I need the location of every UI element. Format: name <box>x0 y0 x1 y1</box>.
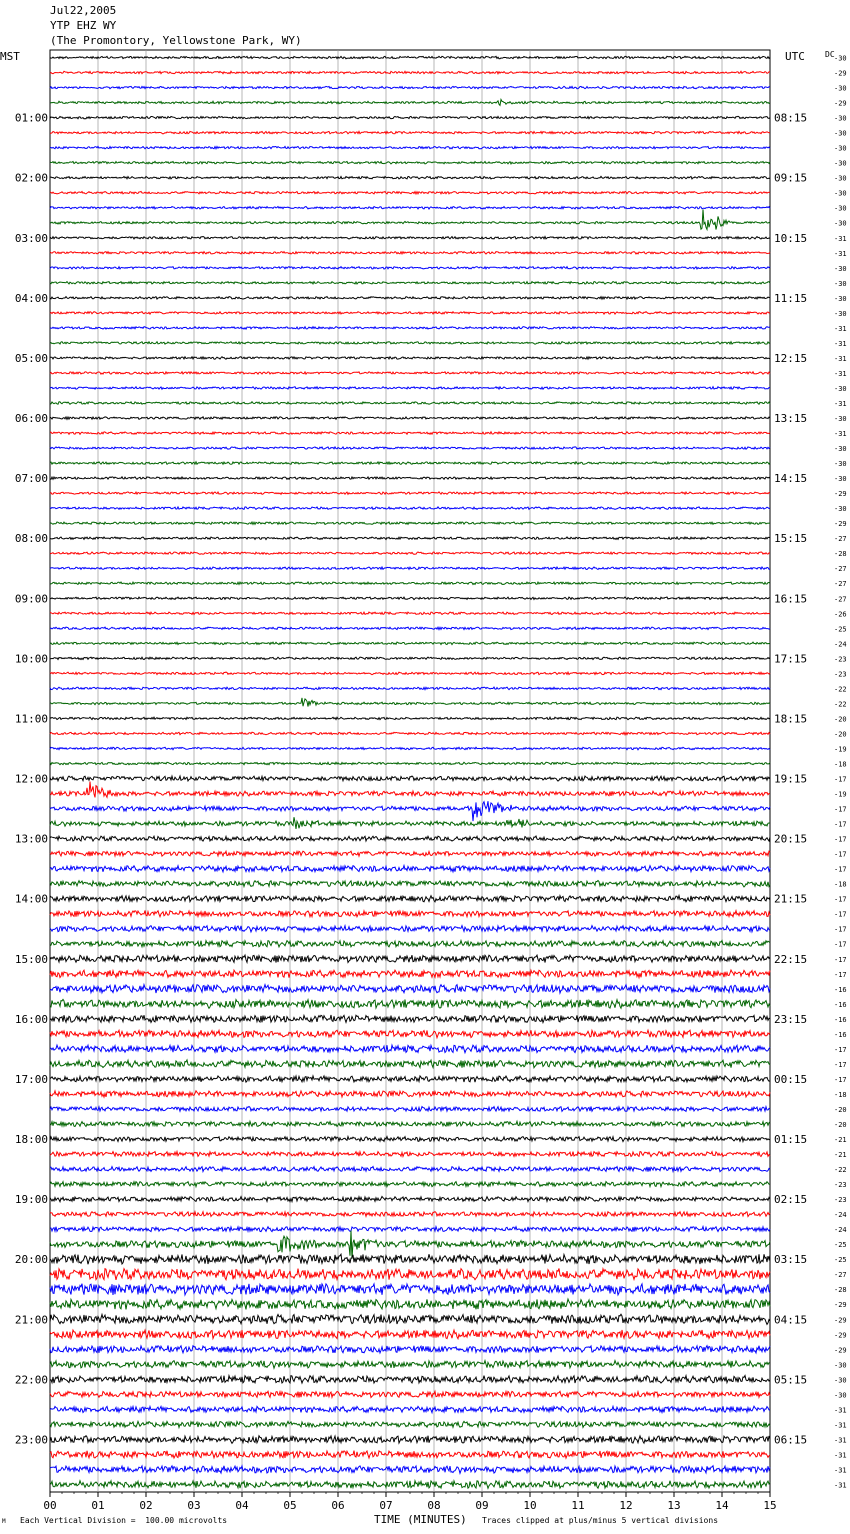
utc-hour-label: 10:15 <box>774 231 808 245</box>
dc-offset-label: -22 <box>834 1166 847 1175</box>
dc-offset-label: -16 <box>834 1030 847 1039</box>
dc-offset-label: -17 <box>834 970 847 979</box>
mst-hour-label: 09:00 <box>14 592 48 606</box>
dc-offset-label: -30 <box>834 309 847 318</box>
utc-hour-label: 11:15 <box>774 291 808 305</box>
seismic-trace <box>50 1015 770 1023</box>
mst-hour-label: 23:00 <box>14 1433 48 1447</box>
dc-offset-label: -31 <box>834 1466 847 1475</box>
dc-offset-label: -30 <box>834 219 847 228</box>
dc-offset-label: -31 <box>834 324 847 333</box>
seismic-trace <box>50 1167 770 1172</box>
mst-hour-label: 02:00 <box>14 171 48 185</box>
dc-offset-label: -21 <box>834 1136 847 1145</box>
dc-offset-label: -17 <box>834 910 847 919</box>
utc-hour-label: 16:15 <box>774 592 808 606</box>
x-tick-label: 02 <box>139 1499 153 1512</box>
seismic-trace <box>50 1231 770 1259</box>
dc-offset-label: -18 <box>834 1090 847 1099</box>
mst-hour-label: 17:00 <box>14 1072 48 1086</box>
dc-offset-label: -17 <box>834 1060 847 1069</box>
dc-offset-label: -29 <box>834 1316 847 1325</box>
seismic-trace <box>50 71 770 74</box>
dc-offset-label: -30 <box>834 1391 847 1400</box>
seismic-trace <box>50 462 770 465</box>
dc-offset-label: -30 <box>834 54 847 63</box>
utc-hour-label: 23:15 <box>774 1012 808 1026</box>
dc-offset-label: -29 <box>834 69 847 78</box>
dc-offset-label: -27 <box>834 595 847 604</box>
seismic-trace <box>50 537 770 540</box>
seismic-trace <box>50 56 770 59</box>
dc-offset-label: -30 <box>834 505 847 514</box>
seismic-trace <box>50 1182 770 1187</box>
utc-hour-label: 19:15 <box>774 772 808 786</box>
seismic-trace <box>50 955 770 962</box>
x-tick-label: 00 <box>43 1499 57 1512</box>
seismic-trace <box>50 1361 770 1369</box>
seismic-trace <box>50 327 770 330</box>
seismic-trace <box>50 252 770 255</box>
dc-offset-label: -17 <box>834 1075 847 1084</box>
mst-hour-label: 14:00 <box>14 892 48 906</box>
dc-offset-label: -29 <box>834 490 847 499</box>
seismic-trace <box>50 1227 770 1232</box>
dc-offset-label: -30 <box>834 189 847 198</box>
mst-hour-label: 03:00 <box>14 231 48 245</box>
seismic-trace <box>50 612 770 615</box>
dc-offset-label: -25 <box>834 1256 847 1265</box>
seismic-trace <box>50 926 770 932</box>
dc-offset-label: -30 <box>834 279 847 288</box>
seismic-trace <box>50 116 770 119</box>
seismic-trace <box>50 477 770 480</box>
seismic-trace <box>50 1346 770 1353</box>
dc-offset-label: -31 <box>834 234 847 243</box>
seismic-trace <box>50 567 770 570</box>
dc-offset-label: -17 <box>834 850 847 859</box>
dc-offset-label: -17 <box>834 865 847 874</box>
seismic-trace <box>50 687 770 690</box>
dc-offset-label: -30 <box>834 84 847 93</box>
dc-offset-label: -29 <box>834 1346 847 1355</box>
dc-offset-label: -30 <box>834 204 847 213</box>
dc-offset-label: -31 <box>834 430 847 439</box>
seismic-trace <box>50 432 770 435</box>
dc-axis-label: DC <box>825 50 835 59</box>
seismic-trace <box>50 402 770 405</box>
mst-hour-label: 11:00 <box>14 712 48 726</box>
utc-hour-label: 21:15 <box>774 892 808 906</box>
dc-offset-label: -20 <box>834 1120 847 1129</box>
corner-mark: M <box>2 1518 6 1525</box>
dc-offset-label: -24 <box>834 640 847 649</box>
dc-offset-label: -30 <box>834 1376 847 1385</box>
seismic-trace <box>50 1254 770 1264</box>
dc-offset-label: -30 <box>834 384 847 393</box>
dc-offset-label: -20 <box>834 715 847 724</box>
mst-hour-label: 19:00 <box>14 1193 48 1207</box>
mst-hour-label: 05:00 <box>14 351 48 365</box>
seismic-trace <box>50 1330 770 1339</box>
seismic-trace <box>50 985 770 993</box>
seismic-trace <box>50 417 770 420</box>
seismic-trace <box>50 146 770 148</box>
dc-offset-label: -29 <box>834 1301 847 1310</box>
seismic-trace <box>50 1076 770 1082</box>
seismic-trace <box>50 161 770 164</box>
dc-offset-label: -31 <box>834 1436 847 1445</box>
seismic-trace <box>50 1391 770 1397</box>
seismic-trace <box>50 492 770 495</box>
dc-offset-label: -31 <box>834 339 847 348</box>
dc-offset-label: -28 <box>834 550 847 559</box>
x-tick-label: 01 <box>91 1499 105 1512</box>
dc-offset-label: -26 <box>834 610 847 619</box>
seismic-trace <box>50 582 770 585</box>
seismic-trace <box>50 1284 770 1295</box>
seismic-trace <box>50 1030 770 1038</box>
dc-offset-label: -17 <box>834 820 847 829</box>
mst-hour-label: 10:00 <box>14 652 48 666</box>
seismic-trace <box>50 1197 770 1202</box>
seismic-trace <box>50 1376 770 1384</box>
x-tick-label: 15 <box>763 1499 777 1512</box>
seismic-trace <box>50 776 770 781</box>
seismic-trace <box>50 672 770 675</box>
mst-hour-label: 08:00 <box>14 532 48 546</box>
mst-axis-label: MST <box>0 50 20 63</box>
utc-hour-label: 12:15 <box>774 351 808 365</box>
utc-hour-label: 02:15 <box>774 1193 808 1207</box>
x-tick-label: 14 <box>715 1499 729 1512</box>
dc-offset-label: -18 <box>834 880 847 889</box>
mst-hour-label: 12:00 <box>14 772 48 786</box>
x-tick-label: 03 <box>187 1499 201 1512</box>
mst-hour-label: 06:00 <box>14 412 48 426</box>
dc-offset-label: -22 <box>834 700 847 709</box>
scale-note: Each Vertical Division = 100.00 microvolts <box>20 1516 228 1525</box>
dc-offset-label: -30 <box>834 144 847 153</box>
utc-hour-label: 20:15 <box>774 832 808 846</box>
mst-hour-label: 15:00 <box>14 952 48 966</box>
seismic-trace <box>50 801 770 821</box>
dc-offset-label: -27 <box>834 580 847 589</box>
seismic-trace <box>50 1314 770 1324</box>
seismic-trace <box>50 881 770 887</box>
utc-hour-label: 09:15 <box>774 171 808 185</box>
seismic-trace <box>50 782 770 798</box>
plot-date: Jul22,2005 <box>50 4 117 17</box>
utc-hour-label: 15:15 <box>774 532 808 546</box>
seismic-trace <box>50 698 770 707</box>
dc-offset-label: -31 <box>834 354 847 363</box>
seismic-trace <box>50 836 770 841</box>
dc-offset-label: -17 <box>834 1045 847 1054</box>
seismic-trace <box>50 1421 770 1427</box>
dc-offset-label: -19 <box>834 790 847 799</box>
x-tick-label: 08 <box>427 1499 441 1512</box>
seismic-trace <box>50 100 770 106</box>
seismic-trace <box>50 267 770 270</box>
x-tick-label: 10 <box>523 1499 537 1512</box>
dc-offset-label: -30 <box>834 114 847 123</box>
utc-hour-label: 06:15 <box>774 1433 808 1447</box>
seismic-trace <box>50 1212 770 1217</box>
seismic-trace <box>50 1107 770 1112</box>
dc-offset-label: -17 <box>834 805 847 814</box>
seismic-trace <box>50 207 770 210</box>
seismic-trace <box>50 387 770 390</box>
seismic-trace <box>50 1406 770 1412</box>
dc-offset-label: -31 <box>834 1451 847 1460</box>
mst-hour-label: 21:00 <box>14 1313 48 1327</box>
dc-offset-label: -21 <box>834 1151 847 1160</box>
x-tick-label: 06 <box>331 1499 345 1512</box>
dc-offset-label: -27 <box>834 1271 847 1280</box>
utc-hour-label: 03:15 <box>774 1253 808 1267</box>
mst-hour-label: 22:00 <box>14 1373 48 1387</box>
dc-offset-label: -23 <box>834 655 847 664</box>
dc-offset-label: -23 <box>834 1181 847 1190</box>
seismic-trace <box>50 911 770 917</box>
dc-offset-label: -30 <box>834 445 847 454</box>
seismic-trace <box>50 999 770 1008</box>
x-tick-label: 11 <box>571 1499 585 1512</box>
dc-offset-label: -31 <box>834 1421 847 1430</box>
clip-note: Traces clipped at plus/minus 5 vertical divisions <box>482 1516 719 1525</box>
seismic-trace <box>50 447 770 450</box>
seismic-trace <box>50 372 770 375</box>
seismic-trace <box>50 86 770 89</box>
seismic-trace <box>50 941 770 947</box>
seismic-trace <box>50 552 770 555</box>
x-tick-label: 04 <box>235 1499 249 1512</box>
seismic-trace <box>50 817 770 829</box>
dc-offset-label: -30 <box>834 460 847 469</box>
seismic-trace <box>50 896 770 902</box>
seismic-trace <box>50 522 770 525</box>
seismic-trace <box>50 642 770 645</box>
dc-offset-label: -23 <box>834 670 847 679</box>
mst-hour-label: 13:00 <box>14 832 48 846</box>
dc-offset-label: -31 <box>834 369 847 378</box>
seismic-trace <box>50 342 770 345</box>
dc-offset-label: -31 <box>834 399 847 408</box>
dc-offset-label: -19 <box>834 745 847 754</box>
dc-offset-label: -17 <box>834 940 847 949</box>
dc-offset-label: -30 <box>834 174 847 183</box>
dc-offset-label: -31 <box>834 249 847 258</box>
dc-offset-label: -30 <box>834 415 847 424</box>
seismic-trace <box>50 1268 770 1280</box>
dc-offset-label: -30 <box>834 159 847 168</box>
seismic-trace <box>50 1451 770 1459</box>
x-tick-label: 12 <box>619 1499 633 1512</box>
dc-offset-label: -17 <box>834 925 847 934</box>
dc-offset-label: -16 <box>834 985 847 994</box>
dc-offset-label: -24 <box>834 1211 847 1220</box>
utc-hour-label: 00:15 <box>774 1072 808 1086</box>
seismic-trace <box>50 627 770 630</box>
dc-offset-label: -29 <box>834 99 847 108</box>
utc-hour-label: 08:15 <box>774 111 808 125</box>
dc-offset-label: -20 <box>834 730 847 739</box>
seismic-trace <box>50 1152 770 1157</box>
mst-hour-label: 07:00 <box>14 472 48 486</box>
dc-offset-label: -28 <box>834 1286 847 1295</box>
mst-hour-label: 04:00 <box>14 291 48 305</box>
station-code: YTP EHZ WY <box>50 19 117 32</box>
seismic-trace <box>50 312 770 314</box>
seismic-trace <box>50 657 770 660</box>
dc-offset-label: -30 <box>834 294 847 303</box>
x-tick-label: 13 <box>667 1499 681 1512</box>
seismic-trace <box>50 970 770 978</box>
seismic-trace <box>50 237 770 240</box>
dc-offset-label: -25 <box>834 1241 847 1250</box>
dc-offset-label: -17 <box>834 775 847 784</box>
seismic-trace <box>50 851 770 856</box>
mst-hour-label: 18:00 <box>14 1133 48 1147</box>
dc-offset-label: -17 <box>834 835 847 844</box>
utc-hour-label: 04:15 <box>774 1313 808 1327</box>
dc-offset-label: -31 <box>834 1406 847 1415</box>
utc-hour-label: 13:15 <box>774 412 808 426</box>
seismic-trace <box>50 507 770 510</box>
utc-hour-label: 22:15 <box>774 952 808 966</box>
dc-offset-label: -22 <box>834 685 847 694</box>
dc-offset-label: -30 <box>834 1361 847 1370</box>
seismic-trace <box>50 357 770 360</box>
dc-offset-label: -16 <box>834 1000 847 1009</box>
dc-offset-label: -20 <box>834 1105 847 1114</box>
x-tick-label: 09 <box>475 1499 489 1512</box>
dc-offset-label: -31 <box>834 1481 847 1490</box>
dc-offset-label: -27 <box>834 535 847 544</box>
dc-offset-label: -16 <box>834 1015 847 1024</box>
seismic-trace <box>50 717 770 720</box>
seismic-trace <box>50 866 770 872</box>
dc-offset-label: -17 <box>834 955 847 964</box>
dc-offset-label: -24 <box>834 1226 847 1235</box>
x-tick-label: 05 <box>283 1499 297 1512</box>
seismic-trace <box>50 1299 770 1309</box>
utc-hour-label: 14:15 <box>774 472 808 486</box>
station-location: (The Promontory, Yellowstone Park, WY) <box>50 34 302 47</box>
seismic-trace <box>50 1436 770 1444</box>
seismic-trace <box>50 762 770 765</box>
utc-hour-label: 17:15 <box>774 652 808 666</box>
seismic-trace <box>50 597 770 600</box>
seismic-trace <box>50 176 770 179</box>
utc-hour-label: 18:15 <box>774 712 808 726</box>
seismic-trace <box>50 1091 770 1097</box>
seismic-trace <box>50 282 770 285</box>
x-tick-label: 07 <box>379 1499 393 1512</box>
utc-hour-label: 01:15 <box>774 1133 808 1147</box>
dc-offset-label: -30 <box>834 129 847 138</box>
seismic-trace <box>50 297 770 300</box>
dc-offset-label: -30 <box>834 475 847 484</box>
mst-hour-label: 20:00 <box>14 1253 48 1267</box>
dc-offset-label: -30 <box>834 264 847 273</box>
utc-axis-label: UTC <box>785 50 805 63</box>
utc-hour-label: 05:15 <box>774 1373 808 1387</box>
seismic-trace <box>50 191 770 194</box>
seismic-trace <box>50 1060 770 1068</box>
dc-offset-label: -25 <box>834 625 847 634</box>
x-axis-title: TIME (MINUTES) <box>374 1513 467 1526</box>
dc-offset-label: -29 <box>834 520 847 529</box>
dc-offset-label: -17 <box>834 895 847 904</box>
seismic-trace <box>50 747 770 750</box>
seismic-trace <box>50 1481 770 1489</box>
seismic-trace <box>50 1045 770 1053</box>
dc-offset-label: -29 <box>834 1331 847 1340</box>
seismic-trace <box>50 1121 770 1126</box>
seismic-trace <box>50 1137 770 1142</box>
seismic-trace <box>50 209 770 229</box>
mst-hour-label: 16:00 <box>14 1012 48 1026</box>
dc-offset-label: -23 <box>834 1196 847 1205</box>
mst-hour-label: 01:00 <box>14 111 48 125</box>
seismic-trace <box>50 131 770 134</box>
dc-offset-label: -27 <box>834 565 847 574</box>
seismic-trace <box>50 1466 770 1474</box>
dc-offset-label: -18 <box>834 760 847 769</box>
seismic-trace <box>50 732 770 735</box>
